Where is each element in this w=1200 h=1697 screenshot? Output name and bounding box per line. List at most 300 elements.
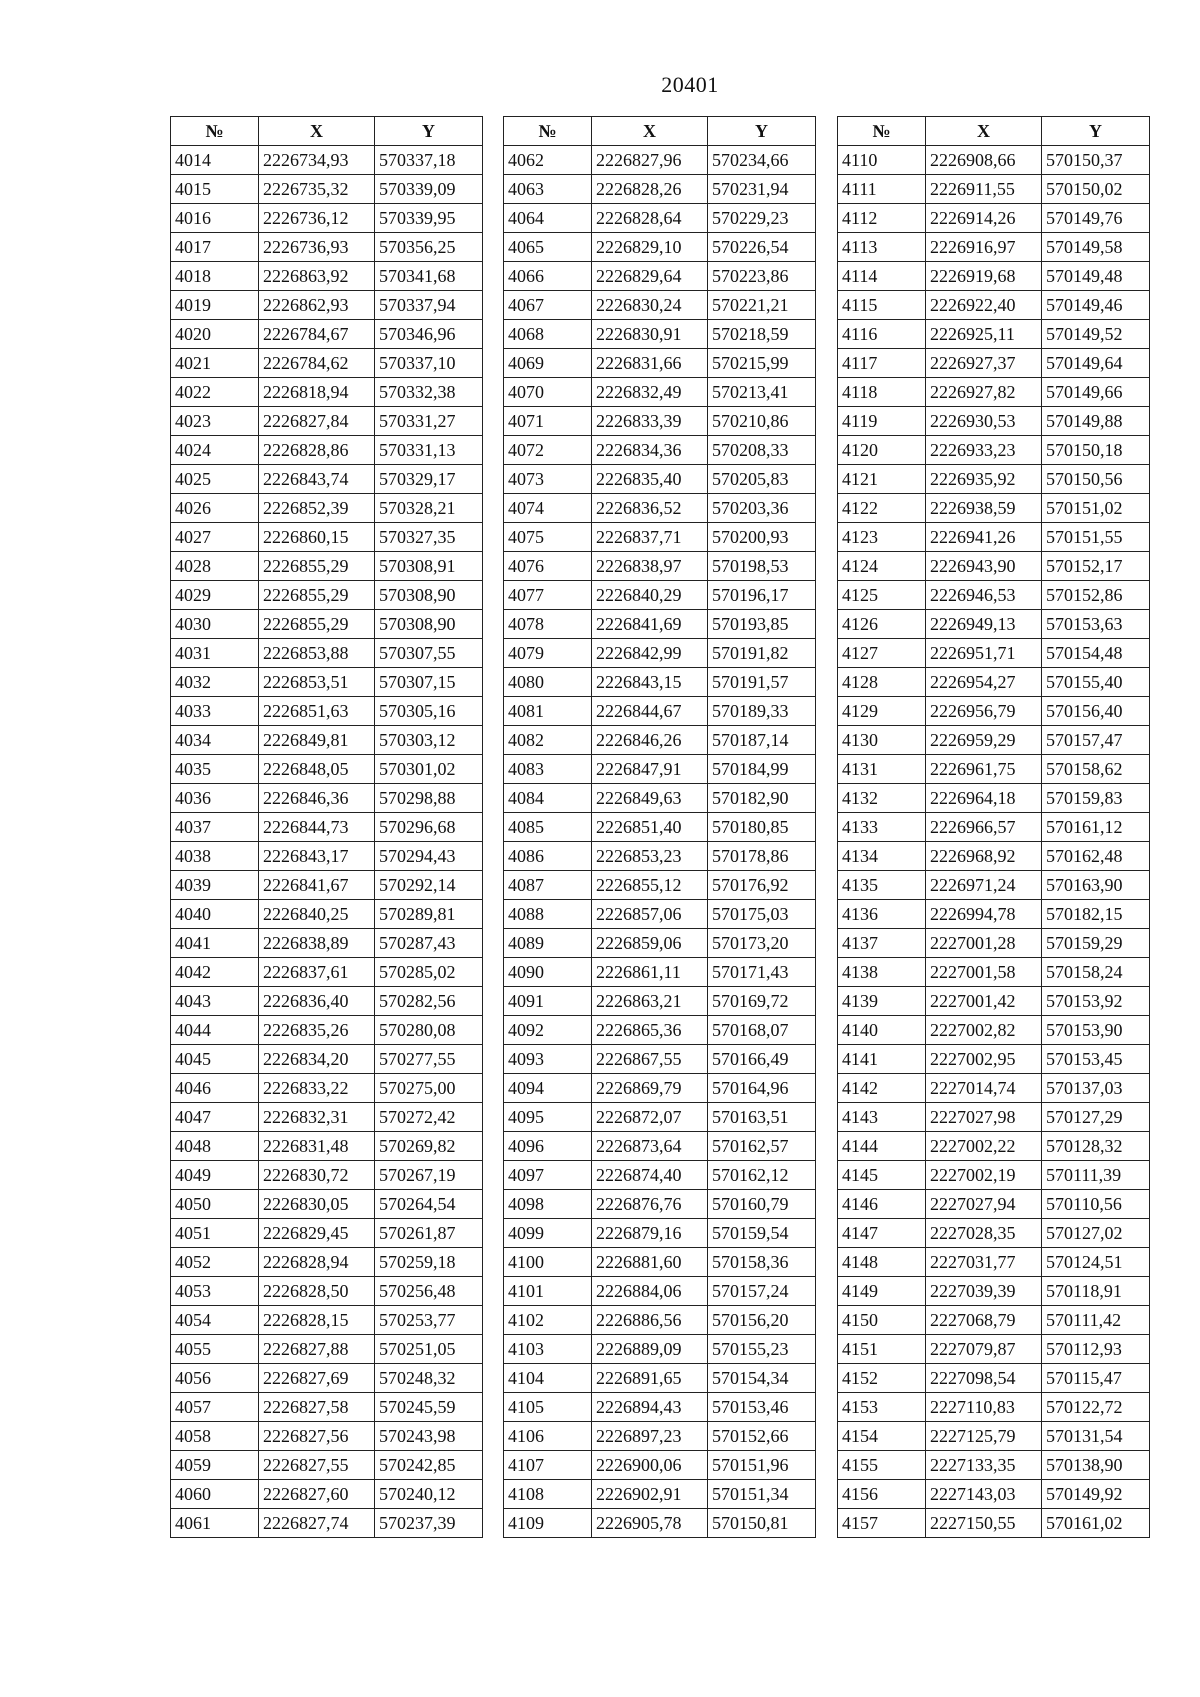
- table-row: [504, 146, 816, 175]
- point-number-cell: 4047: [171, 1103, 259, 1132]
- table-row: [504, 784, 816, 813]
- table-row: [838, 204, 1150, 233]
- y-coordinate-cell: 570151,96: [708, 1451, 816, 1480]
- y-coordinate-cell: 570182,15: [1042, 900, 1150, 929]
- table-row: [171, 784, 483, 813]
- table-row: [171, 407, 483, 436]
- y-coordinate-cell: 570339,95: [375, 204, 483, 233]
- x-coordinate-cell: 2226961,75: [926, 755, 1042, 784]
- x-coordinate-cell: 2226827,58: [259, 1393, 375, 1422]
- x-coordinate-cell: 2226734,93: [259, 146, 375, 175]
- y-coordinate-cell: 570337,10: [375, 349, 483, 378]
- y-coordinate-cell: 570292,14: [375, 871, 483, 900]
- x-coordinate-cell: 2227143,03: [926, 1480, 1042, 1509]
- table-row: [838, 146, 1150, 175]
- x-coordinate-cell: 2226933,23: [926, 436, 1042, 465]
- x-coordinate-cell: 2226863,92: [259, 262, 375, 291]
- y-coordinate-cell: 570124,51: [1042, 1248, 1150, 1277]
- point-number-cell: 4080: [504, 668, 592, 697]
- table-row: [838, 1364, 1150, 1393]
- x-coordinate-cell: 2226833,22: [259, 1074, 375, 1103]
- point-number-cell: 4034: [171, 726, 259, 755]
- x-coordinate-cell: 2226927,37: [926, 349, 1042, 378]
- point-number-cell: 4021: [171, 349, 259, 378]
- y-coordinate-cell: 570149,76: [1042, 204, 1150, 233]
- point-number-cell: 4157: [838, 1509, 926, 1538]
- table-row: [504, 1074, 816, 1103]
- point-number-cell: 4107: [504, 1451, 592, 1480]
- x-coordinate-cell: 2226828,15: [259, 1306, 375, 1335]
- x-coordinate-cell: 2227133,35: [926, 1451, 1042, 1480]
- y-coordinate-cell: 570272,42: [375, 1103, 483, 1132]
- y-coordinate-cell: 570149,66: [1042, 378, 1150, 407]
- y-coordinate-cell: 570118,91: [1042, 1277, 1150, 1306]
- x-coordinate-cell: 2226827,60: [259, 1480, 375, 1509]
- x-coordinate-cell: 2226855,12: [592, 871, 708, 900]
- table-row: [504, 1045, 816, 1074]
- table-row: [838, 639, 1150, 668]
- point-number-cell: 4044: [171, 1016, 259, 1045]
- table-row: [504, 726, 816, 755]
- table-row: [171, 668, 483, 697]
- table-row: [504, 320, 816, 349]
- x-coordinate-cell: 2226861,11: [592, 958, 708, 987]
- y-coordinate-cell: 570218,59: [708, 320, 816, 349]
- table-row: [504, 987, 816, 1016]
- table-row: [171, 755, 483, 784]
- table-header-row: [838, 117, 1150, 146]
- table-row: [171, 494, 483, 523]
- table-row: [838, 262, 1150, 291]
- y-coordinate-cell: 570191,57: [708, 668, 816, 697]
- x-coordinate-cell: 2226843,17: [259, 842, 375, 871]
- point-number-cell: 4038: [171, 842, 259, 871]
- table-row: [504, 1480, 816, 1509]
- table-row: [504, 291, 816, 320]
- point-number-cell: 4063: [504, 175, 592, 204]
- y-coordinate-cell: 570111,39: [1042, 1161, 1150, 1190]
- table-row: [171, 842, 483, 871]
- table-row: [838, 465, 1150, 494]
- table-row: [504, 175, 816, 204]
- point-number-cell: 4142: [838, 1074, 926, 1103]
- y-coordinate-cell: 570198,53: [708, 552, 816, 581]
- table-row: [171, 436, 483, 465]
- point-number-cell: 4123: [838, 523, 926, 552]
- x-coordinate-cell: 2226827,96: [592, 146, 708, 175]
- table-row: [838, 1190, 1150, 1219]
- table-row: [504, 494, 816, 523]
- table-row: [504, 668, 816, 697]
- y-coordinate-cell: 570243,98: [375, 1422, 483, 1451]
- point-number-cell: 4135: [838, 871, 926, 900]
- y-coordinate-cell: 570285,02: [375, 958, 483, 987]
- y-coordinate-cell: 570308,91: [375, 552, 483, 581]
- x-coordinate-cell: 2226830,72: [259, 1161, 375, 1190]
- point-number-cell: 4094: [504, 1074, 592, 1103]
- point-number-cell: 4156: [838, 1480, 926, 1509]
- point-number-cell: 4152: [838, 1364, 926, 1393]
- x-coordinate-cell: 2226994,78: [926, 900, 1042, 929]
- point-number-cell: 4092: [504, 1016, 592, 1045]
- point-number-cell: 4100: [504, 1248, 592, 1277]
- x-coordinate-cell: 2227002,82: [926, 1016, 1042, 1045]
- x-coordinate-cell: 2226827,74: [259, 1509, 375, 1538]
- table-row: [838, 784, 1150, 813]
- y-coordinate-cell: 570305,16: [375, 697, 483, 726]
- table-row: [171, 291, 483, 320]
- y-coordinate-cell: 570160,79: [708, 1190, 816, 1219]
- point-number-cell: 4115: [838, 291, 926, 320]
- y-coordinate-cell: 570158,24: [1042, 958, 1150, 987]
- table-row: [504, 871, 816, 900]
- table-row: [171, 987, 483, 1016]
- table-row: [171, 146, 483, 175]
- table-row: [171, 1422, 483, 1451]
- point-number-cell: 4033: [171, 697, 259, 726]
- x-coordinate-cell: 2226914,26: [926, 204, 1042, 233]
- table-row: [504, 349, 816, 378]
- point-number-cell: 4106: [504, 1422, 592, 1451]
- x-coordinate-cell: 2226911,55: [926, 175, 1042, 204]
- x-coordinate-cell: 2226835,40: [592, 465, 708, 494]
- table-row: [838, 668, 1150, 697]
- table-row: [504, 581, 816, 610]
- point-number-cell: 4046: [171, 1074, 259, 1103]
- point-number-cell: 4084: [504, 784, 592, 813]
- x-coordinate-cell: 2226905,78: [592, 1509, 708, 1538]
- point-number-cell: 4127: [838, 639, 926, 668]
- y-coordinate-cell: 570152,86: [1042, 581, 1150, 610]
- y-coordinate-cell: 570210,86: [708, 407, 816, 436]
- table-row: [171, 349, 483, 378]
- table-row: [504, 523, 816, 552]
- point-number-cell: 4120: [838, 436, 926, 465]
- table-row: [838, 349, 1150, 378]
- point-number-cell: 4091: [504, 987, 592, 1016]
- y-coordinate-cell: 570303,12: [375, 726, 483, 755]
- x-coordinate-cell: 2226941,26: [926, 523, 1042, 552]
- x-coordinate-cell: 2227001,28: [926, 929, 1042, 958]
- table-row: [504, 1451, 816, 1480]
- y-coordinate-cell: 570153,92: [1042, 987, 1150, 1016]
- point-number-cell: 4140: [838, 1016, 926, 1045]
- y-coordinate-cell: 570153,45: [1042, 1045, 1150, 1074]
- y-coordinate-cell: 570163,90: [1042, 871, 1150, 900]
- x-coordinate-cell: 2226954,27: [926, 668, 1042, 697]
- column-header-number: №: [504, 117, 592, 146]
- column-header-number: №: [838, 117, 926, 146]
- y-coordinate-cell: 570308,90: [375, 610, 483, 639]
- y-coordinate-cell: 570154,34: [708, 1364, 816, 1393]
- x-coordinate-cell: 2226869,79: [592, 1074, 708, 1103]
- x-coordinate-cell: 2226847,91: [592, 755, 708, 784]
- table-row: [504, 1335, 816, 1364]
- y-coordinate-cell: 570149,48: [1042, 262, 1150, 291]
- point-number-cell: 4129: [838, 697, 926, 726]
- x-coordinate-cell: 2226851,63: [259, 697, 375, 726]
- table-row: [504, 1016, 816, 1045]
- table-row: [838, 610, 1150, 639]
- table-row: [838, 291, 1150, 320]
- x-coordinate-cell: 2226830,91: [592, 320, 708, 349]
- x-coordinate-cell: 2227001,58: [926, 958, 1042, 987]
- x-coordinate-cell: 2226874,40: [592, 1161, 708, 1190]
- x-coordinate-cell: 2226935,92: [926, 465, 1042, 494]
- x-coordinate-cell: 2226849,81: [259, 726, 375, 755]
- y-coordinate-cell: 570149,64: [1042, 349, 1150, 378]
- y-coordinate-cell: 570256,48: [375, 1277, 483, 1306]
- table-row: [171, 1509, 483, 1538]
- y-coordinate-cell: 570149,92: [1042, 1480, 1150, 1509]
- x-coordinate-cell: 2227110,83: [926, 1393, 1042, 1422]
- y-coordinate-cell: 570307,55: [375, 639, 483, 668]
- y-coordinate-cell: 570331,13: [375, 436, 483, 465]
- x-coordinate-cell: 2226867,55: [592, 1045, 708, 1074]
- point-number-cell: 4143: [838, 1103, 926, 1132]
- x-coordinate-cell: 2226844,73: [259, 813, 375, 842]
- point-number-cell: 4058: [171, 1422, 259, 1451]
- table-row: [838, 1074, 1150, 1103]
- column-header-x: X: [592, 117, 708, 146]
- table-row: [171, 1451, 483, 1480]
- x-coordinate-cell: 2226884,06: [592, 1277, 708, 1306]
- y-coordinate-cell: 570328,21: [375, 494, 483, 523]
- table-row: [171, 1190, 483, 1219]
- table-row: [171, 1219, 483, 1248]
- point-number-cell: 4104: [504, 1364, 592, 1393]
- table-row: [838, 697, 1150, 726]
- x-coordinate-cell: 2226879,16: [592, 1219, 708, 1248]
- x-coordinate-cell: 2226831,66: [592, 349, 708, 378]
- point-number-cell: 4105: [504, 1393, 592, 1422]
- table-row: [171, 697, 483, 726]
- table-row: [838, 407, 1150, 436]
- point-number-cell: 4069: [504, 349, 592, 378]
- table-row: [171, 465, 483, 494]
- table-row: [504, 1248, 816, 1277]
- y-coordinate-cell: 570226,54: [708, 233, 816, 262]
- x-coordinate-cell: 2226860,15: [259, 523, 375, 552]
- table-row: [171, 1364, 483, 1393]
- point-number-cell: 4121: [838, 465, 926, 494]
- y-coordinate-cell: 570275,00: [375, 1074, 483, 1103]
- y-coordinate-cell: 570264,54: [375, 1190, 483, 1219]
- x-coordinate-cell: 2226833,39: [592, 407, 708, 436]
- point-number-cell: 4061: [171, 1509, 259, 1538]
- y-coordinate-cell: 570296,68: [375, 813, 483, 842]
- y-coordinate-cell: 570294,43: [375, 842, 483, 871]
- y-coordinate-cell: 570138,90: [1042, 1451, 1150, 1480]
- y-coordinate-cell: 570157,24: [708, 1277, 816, 1306]
- table-row: [171, 1132, 483, 1161]
- point-number-cell: 4082: [504, 726, 592, 755]
- y-coordinate-cell: 570155,23: [708, 1335, 816, 1364]
- point-number-cell: 4074: [504, 494, 592, 523]
- x-coordinate-cell: 2226827,88: [259, 1335, 375, 1364]
- table-row: [171, 900, 483, 929]
- table-row: [838, 871, 1150, 900]
- y-coordinate-cell: 570187,14: [708, 726, 816, 755]
- y-coordinate-cell: 570337,18: [375, 146, 483, 175]
- point-number-cell: 4066: [504, 262, 592, 291]
- table-row: [504, 1277, 816, 1306]
- point-number-cell: 4049: [171, 1161, 259, 1190]
- x-coordinate-cell: 2226956,79: [926, 697, 1042, 726]
- point-number-cell: 4020: [171, 320, 259, 349]
- x-coordinate-cell: 2227002,95: [926, 1045, 1042, 1074]
- table-row: [838, 900, 1150, 929]
- table-row: [171, 1335, 483, 1364]
- table-row: [171, 1306, 483, 1335]
- x-coordinate-cell: 2226840,29: [592, 581, 708, 610]
- column-header-x: X: [259, 117, 375, 146]
- point-number-cell: 4087: [504, 871, 592, 900]
- x-coordinate-cell: 2226736,12: [259, 204, 375, 233]
- table-row: [504, 1103, 816, 1132]
- x-coordinate-cell: 2226836,52: [592, 494, 708, 523]
- point-number-cell: 4101: [504, 1277, 592, 1306]
- point-number-cell: 4064: [504, 204, 592, 233]
- table-row: [838, 523, 1150, 552]
- point-number-cell: 4065: [504, 233, 592, 262]
- point-number-cell: 4088: [504, 900, 592, 929]
- x-coordinate-cell: 2226834,36: [592, 436, 708, 465]
- y-coordinate-cell: 570115,47: [1042, 1364, 1150, 1393]
- y-coordinate-cell: 570176,92: [708, 871, 816, 900]
- x-coordinate-cell: 2227031,77: [926, 1248, 1042, 1277]
- y-coordinate-cell: 570162,48: [1042, 842, 1150, 871]
- point-number-cell: 4110: [838, 146, 926, 175]
- column-header-y: Y: [375, 117, 483, 146]
- point-number-cell: 4083: [504, 755, 592, 784]
- y-coordinate-cell: 570301,02: [375, 755, 483, 784]
- x-coordinate-cell: 2226853,23: [592, 842, 708, 871]
- x-coordinate-cell: 2227002,22: [926, 1132, 1042, 1161]
- point-number-cell: 4031: [171, 639, 259, 668]
- table-row: [838, 1335, 1150, 1364]
- x-coordinate-cell: 2226840,25: [259, 900, 375, 929]
- x-coordinate-cell: 2226927,82: [926, 378, 1042, 407]
- y-coordinate-cell: 570166,49: [708, 1045, 816, 1074]
- point-number-cell: 4089: [504, 929, 592, 958]
- table-row: [171, 175, 483, 204]
- y-coordinate-cell: 570122,72: [1042, 1393, 1150, 1422]
- y-coordinate-cell: 570162,12: [708, 1161, 816, 1190]
- point-number-cell: 4085: [504, 813, 592, 842]
- y-coordinate-cell: 570215,99: [708, 349, 816, 378]
- table-row: [504, 755, 816, 784]
- x-coordinate-cell: 2226828,86: [259, 436, 375, 465]
- y-coordinate-cell: 570240,12: [375, 1480, 483, 1509]
- y-coordinate-cell: 570248,32: [375, 1364, 483, 1393]
- table-row: [838, 1422, 1150, 1451]
- x-coordinate-cell: 2227079,87: [926, 1335, 1042, 1364]
- x-coordinate-cell: 2226830,05: [259, 1190, 375, 1219]
- y-coordinate-cell: 570151,34: [708, 1480, 816, 1509]
- point-number-cell: 4099: [504, 1219, 592, 1248]
- point-number-cell: 4077: [504, 581, 592, 610]
- table-row: [171, 871, 483, 900]
- table-row: [171, 1161, 483, 1190]
- point-number-cell: 4071: [504, 407, 592, 436]
- x-coordinate-cell: 2227027,94: [926, 1190, 1042, 1219]
- table-row: [171, 1393, 483, 1422]
- table-row: [838, 1016, 1150, 1045]
- point-number-cell: 4075: [504, 523, 592, 552]
- y-coordinate-cell: 570196,17: [708, 581, 816, 610]
- table-row: [838, 1132, 1150, 1161]
- y-coordinate-cell: 570175,03: [708, 900, 816, 929]
- point-number-cell: 4117: [838, 349, 926, 378]
- y-coordinate-cell: 570346,96: [375, 320, 483, 349]
- point-number-cell: 4040: [171, 900, 259, 929]
- point-number-cell: 4132: [838, 784, 926, 813]
- x-coordinate-cell: 2226828,50: [259, 1277, 375, 1306]
- y-coordinate-cell: 570149,52: [1042, 320, 1150, 349]
- y-coordinate-cell: 570128,32: [1042, 1132, 1150, 1161]
- y-coordinate-cell: 570152,17: [1042, 552, 1150, 581]
- y-coordinate-cell: 570189,33: [708, 697, 816, 726]
- point-number-cell: 4141: [838, 1045, 926, 1074]
- x-coordinate-cell: 2226846,26: [592, 726, 708, 755]
- x-coordinate-cell: 2226829,64: [592, 262, 708, 291]
- point-number-cell: 4019: [171, 291, 259, 320]
- point-number-cell: 4026: [171, 494, 259, 523]
- x-coordinate-cell: 2226946,53: [926, 581, 1042, 610]
- y-coordinate-cell: 570153,90: [1042, 1016, 1150, 1045]
- x-coordinate-cell: 2226891,65: [592, 1364, 708, 1393]
- table-row: [504, 262, 816, 291]
- y-coordinate-cell: 570251,05: [375, 1335, 483, 1364]
- y-coordinate-cell: 570173,20: [708, 929, 816, 958]
- x-coordinate-cell: 2226848,05: [259, 755, 375, 784]
- table-row: [838, 726, 1150, 755]
- x-coordinate-cell: 2226832,31: [259, 1103, 375, 1132]
- point-number-cell: 4052: [171, 1248, 259, 1277]
- column-header-x: X: [926, 117, 1042, 146]
- column-header-number: №: [171, 117, 259, 146]
- x-coordinate-cell: 2226735,32: [259, 175, 375, 204]
- x-coordinate-cell: 2227039,39: [926, 1277, 1042, 1306]
- y-coordinate-cell: 570245,59: [375, 1393, 483, 1422]
- y-coordinate-cell: 570298,88: [375, 784, 483, 813]
- table-row: [838, 1451, 1150, 1480]
- table-row: [171, 581, 483, 610]
- x-coordinate-cell: 2226837,71: [592, 523, 708, 552]
- x-coordinate-cell: 2226922,40: [926, 291, 1042, 320]
- x-coordinate-cell: 2227028,35: [926, 1219, 1042, 1248]
- table-row: [504, 842, 816, 871]
- point-number-cell: 4017: [171, 233, 259, 262]
- coordinates-table-1: [170, 116, 483, 1538]
- table-row: [838, 494, 1150, 523]
- table-row: [171, 610, 483, 639]
- y-coordinate-cell: 570267,19: [375, 1161, 483, 1190]
- y-coordinate-cell: 570163,51: [708, 1103, 816, 1132]
- table-header-row: [171, 117, 483, 146]
- point-number-cell: 4022: [171, 378, 259, 407]
- x-coordinate-cell: 2226843,74: [259, 465, 375, 494]
- point-number-cell: 4025: [171, 465, 259, 494]
- y-coordinate-cell: 570161,02: [1042, 1509, 1150, 1538]
- x-coordinate-cell: 2226829,10: [592, 233, 708, 262]
- table-row: [838, 1248, 1150, 1277]
- x-coordinate-cell: 2226837,61: [259, 958, 375, 987]
- y-coordinate-cell: 570154,48: [1042, 639, 1150, 668]
- x-coordinate-cell: 2226835,26: [259, 1016, 375, 1045]
- y-coordinate-cell: 570158,36: [708, 1248, 816, 1277]
